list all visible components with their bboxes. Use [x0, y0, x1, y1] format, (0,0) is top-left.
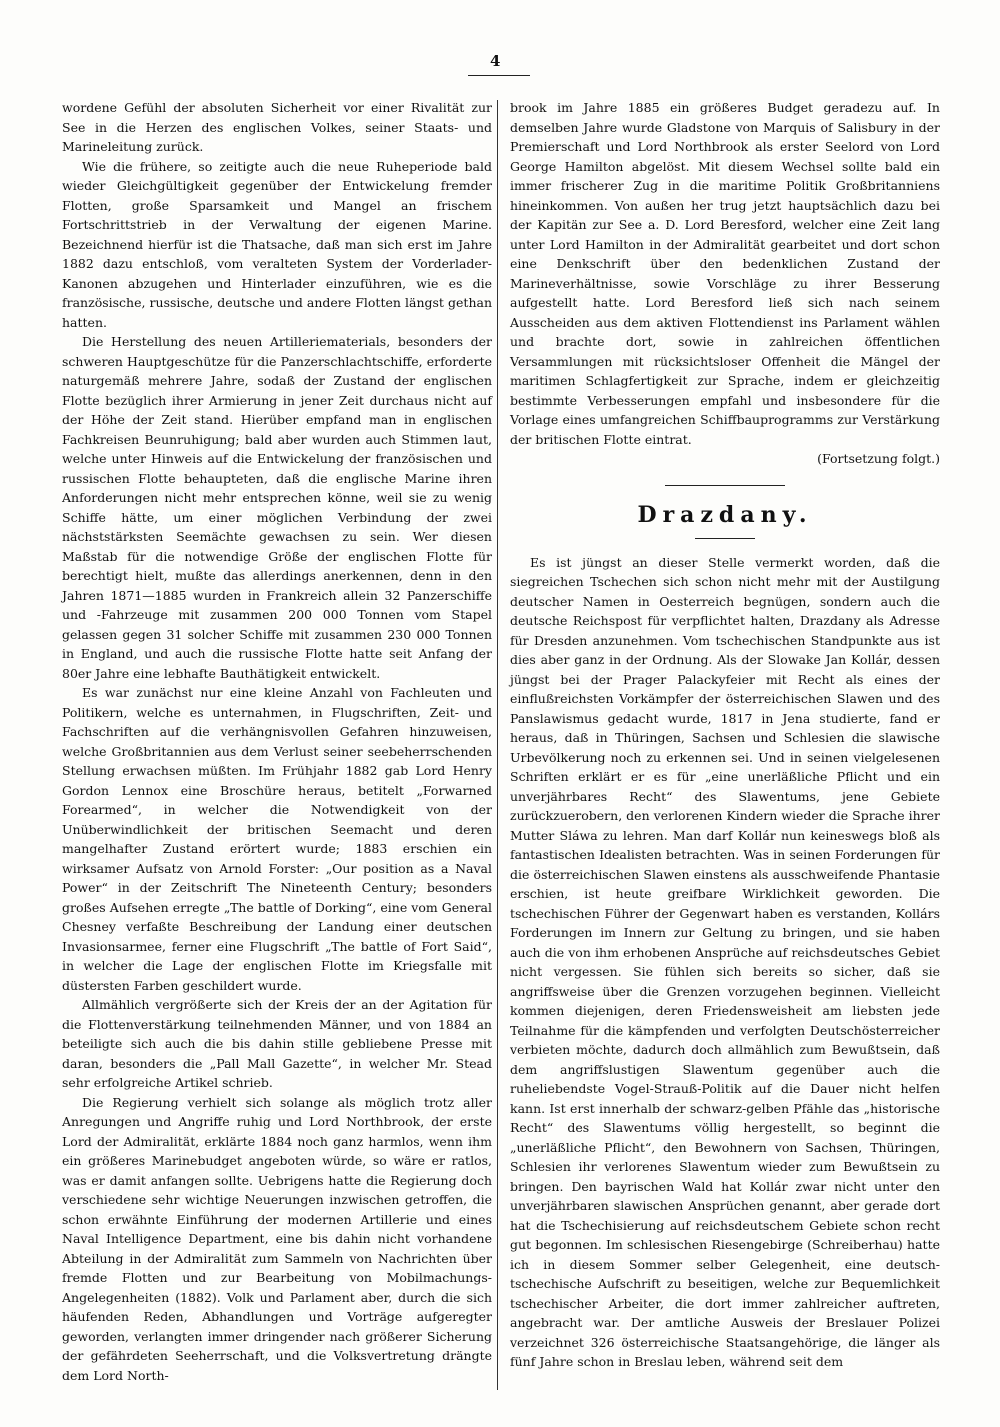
- right-column: [510, 98, 940, 1372]
- left-column: [62, 98, 492, 1385]
- section-title: Drazdany.: [637, 501, 813, 528]
- section-separator: [665, 485, 785, 486]
- article-paragraph: Die Herstellung des neuen Artilleriematerials, besonders der schweren Hauptgeschütze für die Panzerschlachtschiffe, erforderte naturgemäß mehrere Jahre, sodaß der Zustand der englischen Flotte bezüglich ihrer Armierung in jener Zeit durchaus nicht auf der Höhe der Zeit stand. Hierüber empfand man in englischen Fachkreisen Beunruhigung; bald aber wurden auch Stimmen laut, welche unter Hinweis auf die Entwickelung der französischen und russischen Flotte behaupteten, daß die englische Marine ihren Anforderungen nicht mehr entsprechen könne, weil sie zu wenig Schiffe hätte, um einer möglichen Verbindung der zwei nächststärksten Seemächte gewachsen zu sein. Wer diesen Maßstab für die notwendige Größe der englischen Flotte für berechtigt hielt, mußte das allerdings anerkennen, denn in den Jahren 1871—1885 wurden in Frankreich allein 32 Panzerschiffe und -Fahrzeuge mit zusammen 200 000 Tonnen vom Stapel gelassen gegen 31 solcher Schiffe mit zusammen 230 000 Tonnen in England, und auch die russische Flotte hatte seit Anfang der 80er Jahre eine lebhafte Bauthätigkeit entwickelt.: [62, 334, 492, 681]
- article-paragraph: Die Regierung verhielt sich solange als möglich trotz aller Anregungen und Angriffe ruhig und Lord Northbrook, der erste Lord der Admiralität, erklärte 1884 noch ganz harmlos, wenn ihm ein größeres Marinebudget angeboten würde, so wäre er ratlos, was er damit anfangen sollte. Uebrigens hatte die Regierung doch verschiedene sehr wichtige Neuerungen inzwischen getroffen, die schon erwähnte Einführung der modernen Artillerie und eines Naval Intelligence Department, eine bis dahin nicht vorhandene Abteilung in der Admiralität zum Sammeln von Nachrichten über fremde Flotten und zur Bearbeitung von Mobilmachungs-Angelegenheiten (1882). Volk und Parlament aber, durch die sich häufenden Reden, Abhandlungen und Vorträge aufgeregter geworden, verlangten immer dringender nach größerer Sicherung der gefährdeten Seeherrschaft, und die Volksvertretung drängte dem Lord North-: [62, 1094, 492, 1383]
- article-paragraph: Es ist jüngst an dieser Stelle vermerkt worden, daß die siegreichen Tschechen sich schon nicht mehr mit der Austilgung deutscher Namen in Oesterreich begnügen, sondern auch die deutsche Reichspost für verpflichtet halten, Drazdany als Adresse für Dresden anzunehmen. Vom tschechischen Standpunkte aus ist dies aber ganz in der Ordnung. Als der Slowake Jan Kollár, dessen jüngst bei der Prager Palackyfeier mit Recht als eines der einflußreichsten Vorkämpfer der österreichischen Slawen und des Panslawismus gedacht wurde, 1817 in Jena studierte, fand er heraus, daß in Thüringen, Sachsen und Schlesien die slawische Urbevölkerung noch zu erkennen sei. Und in seinen vielgelesenen Schriften erklärt er es für „eine unerläßliche Pflicht und ein unverjährbares Recht“ des Slawentums, jene Gebiete zurückzuerobern, den verlorenen Kindern wieder die Sprache ihrer Mutter Sláwa zu lehren. Man darf Kollár nun keineswegs bloß als fantastischen Idealisten betrachten. Was in seinen Forderungen für die österreichischen Slawen einstens als ausschweifende Phantasie erschien, ist heute greifbare Wirklichkeit geworden. Die tschechischen Führer der Gegenwart haben es verstanden, Kollárs Forderungen im Innern zur Geltung zu bringen, und sie haben auch die von ihm erhobenen Ansprüche auf reichsdeutsches Gebiet nicht vergessen. Sie fühlen sich bereits so sicher, daß sie angriffsweise über die Grenzen vorzugehen beginnen. Vielleicht kommen diejenigen, deren Friedensweisheit am liebsten jede Teilnahme für die kämpfenden und verfolgten Deutschösterreicher verbieten möchte, dadurch doch allmählich zum Bewußtsein, daß dem angriffslustigen Slawentum gegenüber auch die ruheliebendste Vogel-Strauß-Politik auf die Dauer nicht helfen kann. Ist erst innerhalb der schwarz-gelben Pfähle das „historische Recht“ des Slawentums völlig hergestellt, so beginnt die „unerläßliche Pflicht“, den Bewohnern von Sachsen, Thüringen, Schlesien ihr verlorenes Slawentum wieder zum Bewußtsein zu bringen. Den bayrischen Wald hat Kollár zwar nicht unter den unverjährbaren slawischen Ansprüchen genannt, aber gerade dort hat die Tschechisierung auf reichsdeutschem Gebiete schon recht gut begonnen. Im schlesischen Riesengebirge (Schreiberhau) hatte ich in diesem Sommer selber Gelegenheit, eine deutsch-tschechische Aufschrift zu beseitigen, welche zur Bequemlichkeit tschechischer Arbeiter, die dort immer zahlreicher auftreten, angebracht war. Der amtliche Ausweis der Breslauer Polizei verzeichnet 326 österreichische Staatsangehörige, die länger als fünf Jahre schon in Breslau leben, während seit dem: [510, 554, 940, 1369]
- article-paragraph: brook im Jahre 1885 ein größeres Budget geradezu auf. In demselben Jahre wurde Gladstone von Marquis of Salisbury in der Premierschaft und Lord Northbrook als erster Seelord von Lord George Hamilton abgelöst. Mit diesem Wechsel sollte bald ein immer frischerer Zug in die maritime Politik Großbritanniens hineinkommen. Von außen her trug jetzt hauptsächlich dazu bei der Kapitän zur See a. D. Lord Beresford, welcher eine Zeit lang unter Lord Hamilton in der Admiralität gearbeitet und dort schon eine Denkschrift über den bedenklichen Zustand der Marineverhältnisse, sowie Vorschläge zu ihrer Besserung aufgestellt hatte. Lord Beresford ließ sich nach seinem Ausscheiden aus dem aktiven Flottendienst ins Parlament wählen und brachte dort, sowie in zahlreichen öffentlichen Versammlungen mit rücksichtsloser Offenheit die Mängel der maritimen Schlagfertigkeit zur Sprache, indem er gleichzeitig bestimmte Verbesserungen empfahl und insbesondere für die Vorlage eines umfangreichen Schiffbauprogramms zur Verstärkung der britischen Flotte eintrat.: [510, 100, 940, 447]
- page-number: 4: [490, 52, 501, 70]
- continued-note: (Fortsetzung folgt.): [817, 451, 940, 466]
- title-underline: [695, 538, 755, 539]
- column-divider: [497, 100, 498, 1390]
- article-paragraph: Es war zunächst nur eine kleine Anzahl von Fachleuten und Politikern, welche es unternahmen, in Flugschriften, Zeit- und Fachschriften auf die verhängnisvollen Gefahren hinzuweisen, welche Großbritannien aus dem Verlust seiner seebeherrschenden Stellung erwachsen müßten. Im Frühjahr 1882 gab Lord Henry Gordon Lennox eine Broschüre heraus, betitelt „Forwarned Forearmed“, in welcher die Notwendigkeit von der Unüberwindlichkeit der britischen Seemacht und deren mangelhafter Zustand erörtert wurde; 1883 erschien ein wirksamer Aufsatz von Arnold Forster: „Our position as a Naval Power“ in der Zeitschrift The Nineteenth Century; besonders großes Aufsehen erregte „The battle of Dorking“, eine vom General Chesney verfaßte Beschreibung der Landung einer deutschen Invasionsarmee, ferner eine Flugschrift „The battle of Fort Said“, in welcher die Lage der englischen Flotte im Kriegsfalle mit düstersten Farben geschildert wurde.: [62, 685, 492, 993]
- article-paragraph: wordene Gefühl der absoluten Sicherheit vor einer Rivalität zur See in die Herzen des englischen Volkes, seiner Staats- und Marineleitung zurück.: [62, 100, 492, 154]
- article-paragraph: Allmählich vergrößerte sich der Kreis der an der Agitation für die Flottenverstärkung teilnehmenden Männer, und von 1884 an beteiligte sich auch die bis dahin stille gebliebene Presse mit daran, besonders die „Pall Mall Gazette“, in welcher Mr. Stead sehr erfolgreiche Artikel schrieb.: [62, 997, 492, 1090]
- article-paragraph: Wie die frühere, so zeitigte auch die neue Ruheperiode bald wieder Gleichgültigkeit gegenüber der Entwickelung fremder Flotten, große Sparsamkeit und Mangel an frischem Fortschrittstrieb in der Verwaltung der eigenen Marine. Bezeichnend hierfür ist die Thatsache, daß man sich erst im Jahre 1882 dazu entschloß, vom veralteten System der Vorderlader-Kanonen abzugehen und Hinterlader einzuführen, wie es die französische, russische, deutsche und andere Flotten längst gethan hatten.: [62, 158, 492, 330]
- header-rule: [468, 75, 530, 76]
